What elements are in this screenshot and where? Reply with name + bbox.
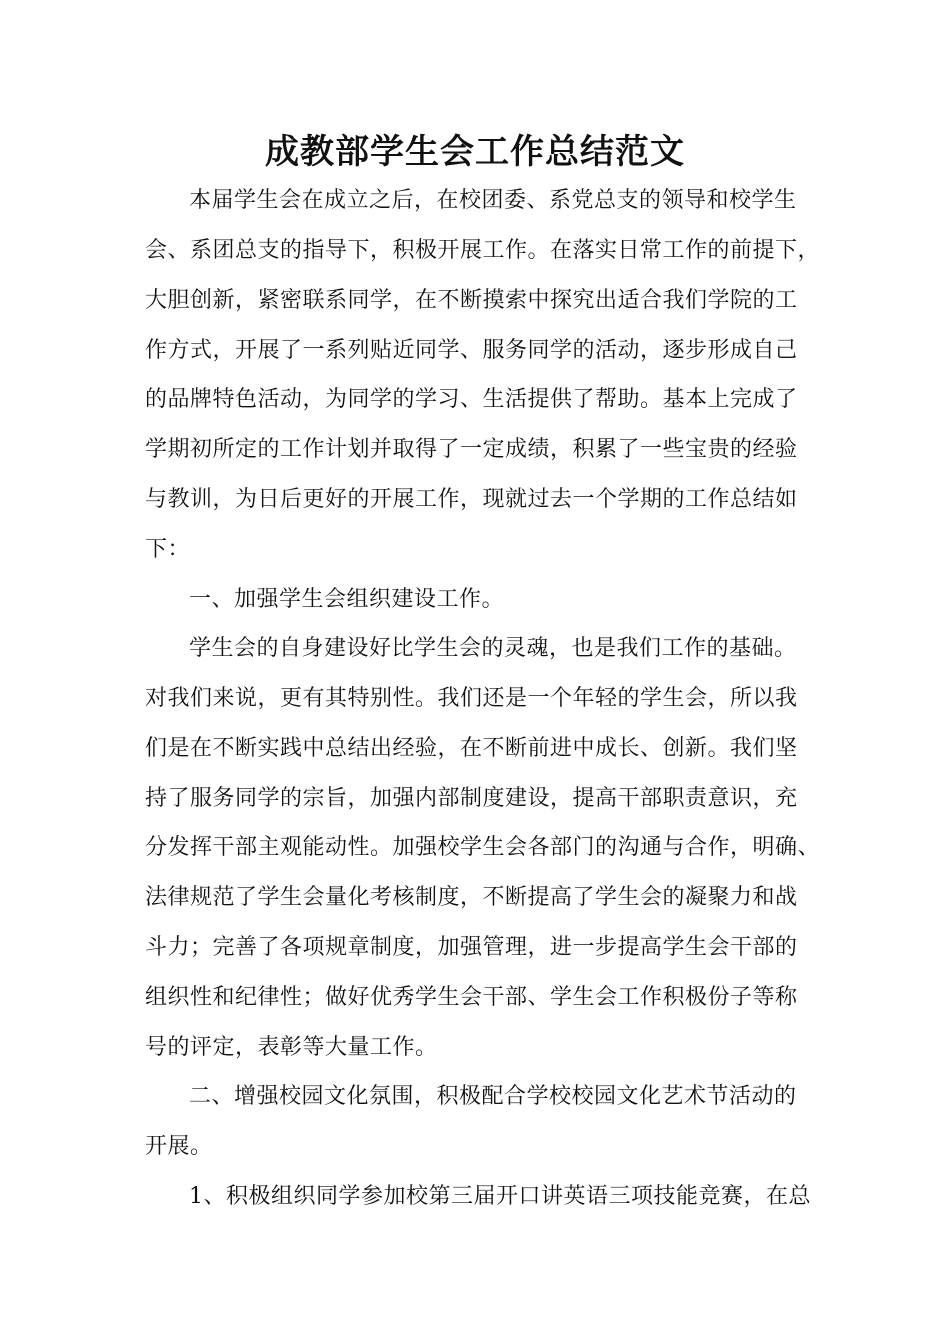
section-heading: 二、增强校园文化氛围，积极配合学校校园文化艺术节活动的	[189, 1084, 797, 1109]
paragraph-line: 分发挥干部主观能动性。加强校学生会各部门的沟通与合作，明确、	[145, 835, 821, 860]
paragraph-line: 下：	[145, 537, 191, 562]
paragraph-line: 大胆创新，紧密联系同学，在不断摸索中探究出适合我们学院的工	[145, 288, 798, 313]
paragraph-line: 的品牌特色活动，为同学的学习、生活提供了帮助。基本上完成了	[145, 387, 798, 412]
document-title: 成教部学生会工作总结范文	[265, 132, 685, 172]
section-heading: 一、加强学生会组织建设工作。	[189, 587, 505, 612]
paragraph-line: 学生会的自身建设好比学生会的灵魂，也是我们工作的基础。	[189, 636, 797, 661]
paragraph-line: 本届学生会在成立之后，在校团委、系党总支的领导和校学生	[189, 188, 797, 213]
paragraph-line: 持了服务同学的宗旨，加强内部制度建设，提高干部职责意识，充	[145, 786, 798, 811]
paragraph-line: 斗力；完善了各项规章制度，加强管理，进一步提高学生会干部的	[145, 935, 798, 960]
paragraph-line: 组织性和纪律性；做好优秀学生会干部、学生会工作积极份子等称	[145, 985, 798, 1010]
paragraph-line: 会、系团总支的指导下，积极开展工作。在落实日常工作的前提下，	[145, 238, 821, 263]
paragraph-line: 法律规范了学生会量化考核制度，不断提高了学生会的凝聚力和战	[145, 885, 798, 910]
paragraph-line: 作方式，开展了一系列贴近同学、服务同学的活动，逐步形成自己	[145, 338, 798, 363]
paragraph-line: 们是在不断实践中总结出经验，在不断前进中成长、创新。我们坚	[145, 736, 798, 761]
paragraph-line: 1、积极组织同学参加校第三届开口讲英语三项技能竞赛，在总	[189, 1184, 811, 1209]
section-heading-continuation: 开展。	[145, 1134, 213, 1159]
paragraph-line: 号的评定，表彰等大量工作。	[145, 1035, 438, 1060]
paragraph-line: 学期初所定的工作计划并取得了一定成绩，积累了一些宝贵的经验	[145, 437, 798, 462]
paragraph-line: 对我们来说，更有其特别性。我们还是一个年轻的学生会，所以我	[145, 686, 798, 711]
paragraph-line: 与教训，为日后更好的开展工作，现就过去一个学期的工作总结如	[145, 487, 798, 512]
